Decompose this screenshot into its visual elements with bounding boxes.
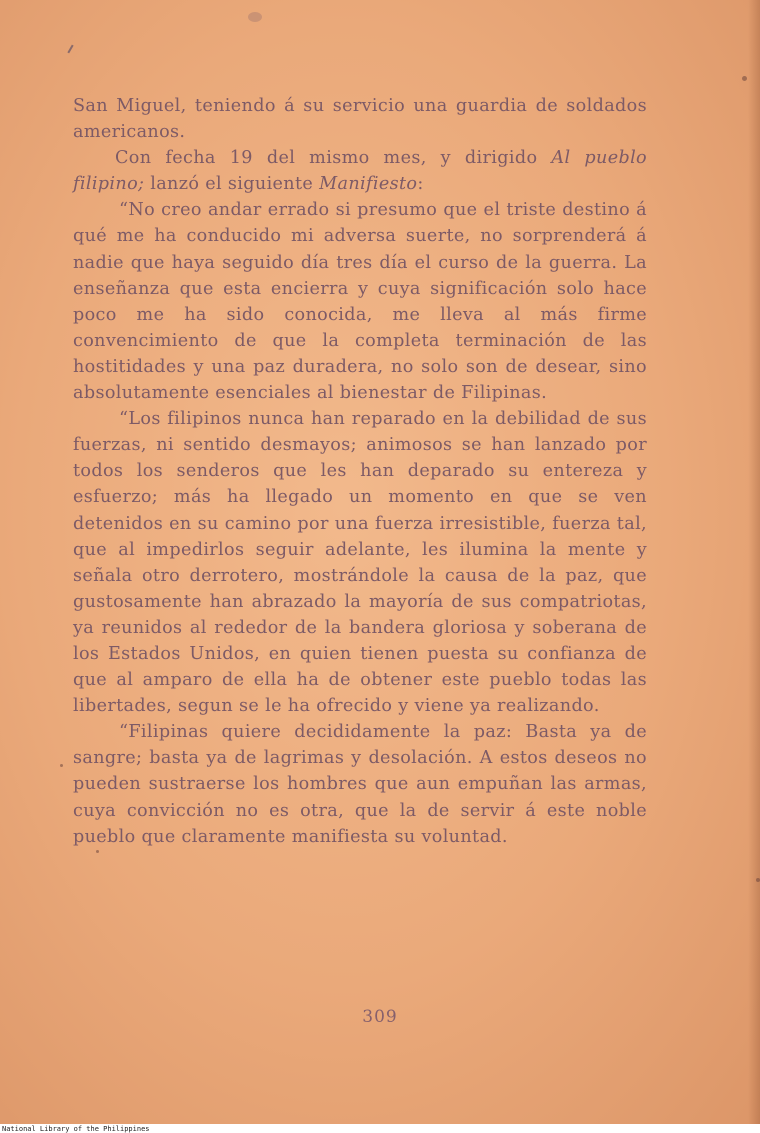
intro-text-b: lanzó el siguiente [144,174,320,195]
paper-speck [248,12,262,22]
paper-speck [742,76,747,81]
pencil-mark [67,45,73,54]
intro-italic-addressee: Al pueblo filipino; [73,148,647,195]
manifesto-paragraph-2: “Los filipinos nunca han reparado en la debilidad de sus fuerzas, ni sentido desmayos; animosos se han lanzado por todos los senderos que les han deparado su entereza y esfuerzo; más ha llegado un momento en que se ven detenidos en su camino por una fuerza irresistible, fuerza tal, que al impedirlos seguir adelante, les ilumina la mente y señala otro derrotero, mostrándole la causa de la paz, que gustosamente han abrazado la mayoría de sus compatriotas, ya reunidos al rededor de la bandera gloriosa y soberana de los Estados Unidos, en quien tienen puesta su confianza de que al amparo de ella ha de obtener este pueblo todas las libertades, segun se le ha ofrecido y viene ya realizando. [73,409,647,717]
body-text [73,93,647,850]
paper-speck [60,764,63,767]
library-credit: National Library of the Philippines [2,1125,150,1133]
manifesto-paragraph-3: “Filipinas quiere decididamente la paz: Basta ya de sangre; basta ya de lagrimas y desolación. A estos deseos no pueden sustraerse los hombres que aun empuñan las armas, cuya convicción no es otra, que la de servir á este noble pueblo que claramente manifiesta su voluntad. [73,722,647,847]
paper-speck [96,850,99,853]
page-edge-shadow [748,0,760,1124]
paragraph-continuation: San Miguel, teniendo á su servicio una guardia de soldados americanos. [73,96,647,143]
paper-speck [756,878,760,882]
intro-text-a: Con fecha 19 del mismo mes, y dirigido [115,148,552,169]
intro-italic-manifesto: Manifiesto [319,174,418,195]
manifesto-paragraph-1: “No creo andar errado si presumo que el triste destino á qué me ha conducido mi adversa suerte, no sorprenderá á nadie que haya seguido día tres día el curso de la guerra. La enseñanza que esta encierra y cuya significación solo hace poco me ha sido conocida, me lleva al más firme convencimiento de que la completa terminación de las hostitidades y una paz duradera, no solo son de desear, sino absolutamente esenciales al bienestar de Filipinas. [73,200,647,404]
page-number: 309 [362,1007,398,1027]
intro-text-c: : [417,174,424,195]
paragraph-intro [73,145,647,197]
